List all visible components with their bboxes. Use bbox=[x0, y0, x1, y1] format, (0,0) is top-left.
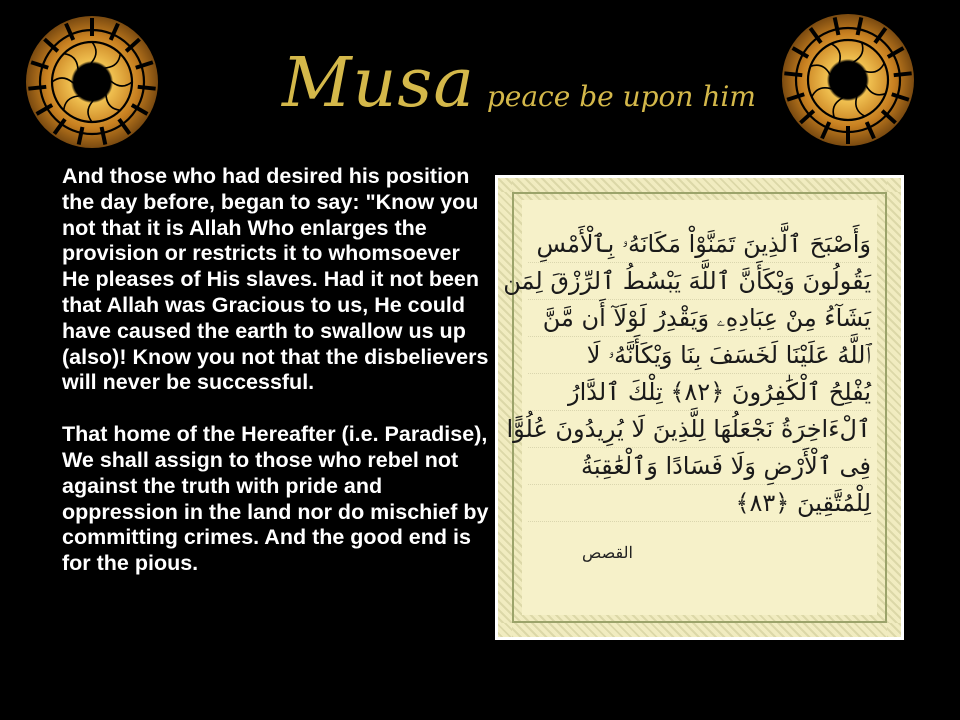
translation-paragraph: And those who had desired his position the day before, began to say: "Know you not that it is Allah Who enlarges the provision or restricts it to whomsoever He pleases of His slaves. Had it not been that Allah was Gracious to us, He could have caused the earth to swallow us up (also)! Know you not that the disbelievers will never be successful. bbox=[62, 164, 489, 395]
slide-title bbox=[282, 44, 756, 123]
translation-paragraph: That home of the Hereafter (i.e. Paradise), We shall assign to those who rebel not against the truth with pride and oppression in the land nor do mischief by committing crimes. And the good end is for the pious. bbox=[62, 422, 489, 576]
surah-label: القصص bbox=[582, 545, 633, 562]
calligraphy-medallion-icon bbox=[778, 10, 918, 150]
verse-line: ٱلْءَاخِرَةُ نَجْعَلُهَا لِلَّذِينَ لَا يُرِيدُونَ عُلُوًّا bbox=[528, 411, 871, 448]
translation-text bbox=[62, 164, 492, 577]
verse-line: يُفْلِحُ ٱلْكَٰفِرُونَ ﴿٨٢﴾ تِلْكَ ٱلدَّارُ bbox=[528, 374, 871, 411]
verse-line: لِلْمُتَّقِينَ ﴿٨٣﴾ bbox=[528, 485, 871, 522]
verse-line: يَشَآءُ مِنْ عِبَادِهِۦ وَيَقْدِرُ لَوْلَآ أَن مَّنَّ bbox=[528, 300, 871, 337]
calligraphy-medallion-icon bbox=[22, 12, 162, 152]
verse-line: وَأَصْبَحَ ٱلَّذِينَ تَمَنَّوْاْ مَكَانَهُۥ بِٱلْأَمْسِ bbox=[528, 226, 871, 263]
quran-verse-image bbox=[495, 175, 904, 640]
title-main: Musa bbox=[282, 44, 475, 123]
title-subtitle: peace be upon him bbox=[486, 80, 756, 113]
verse-line: يَقُولُونَ وَيْكَأَنَّ ٱللَّهَ يَبْسُطُ ٱلرِّزْقَ لِمَن bbox=[528, 263, 871, 300]
verse-ornamental-border bbox=[498, 178, 901, 637]
verse-line: فِى ٱلْأَرْضِ وَلَا فَسَادًا وَٱلْعَٰقِبَةُ bbox=[528, 448, 871, 485]
verse-body bbox=[503, 200, 877, 615]
verse-line: ٱللَّهُ عَلَيْنَا لَخَسَفَ بِنَا وَيْكَأَنَّهُۥ لَا bbox=[528, 337, 871, 374]
